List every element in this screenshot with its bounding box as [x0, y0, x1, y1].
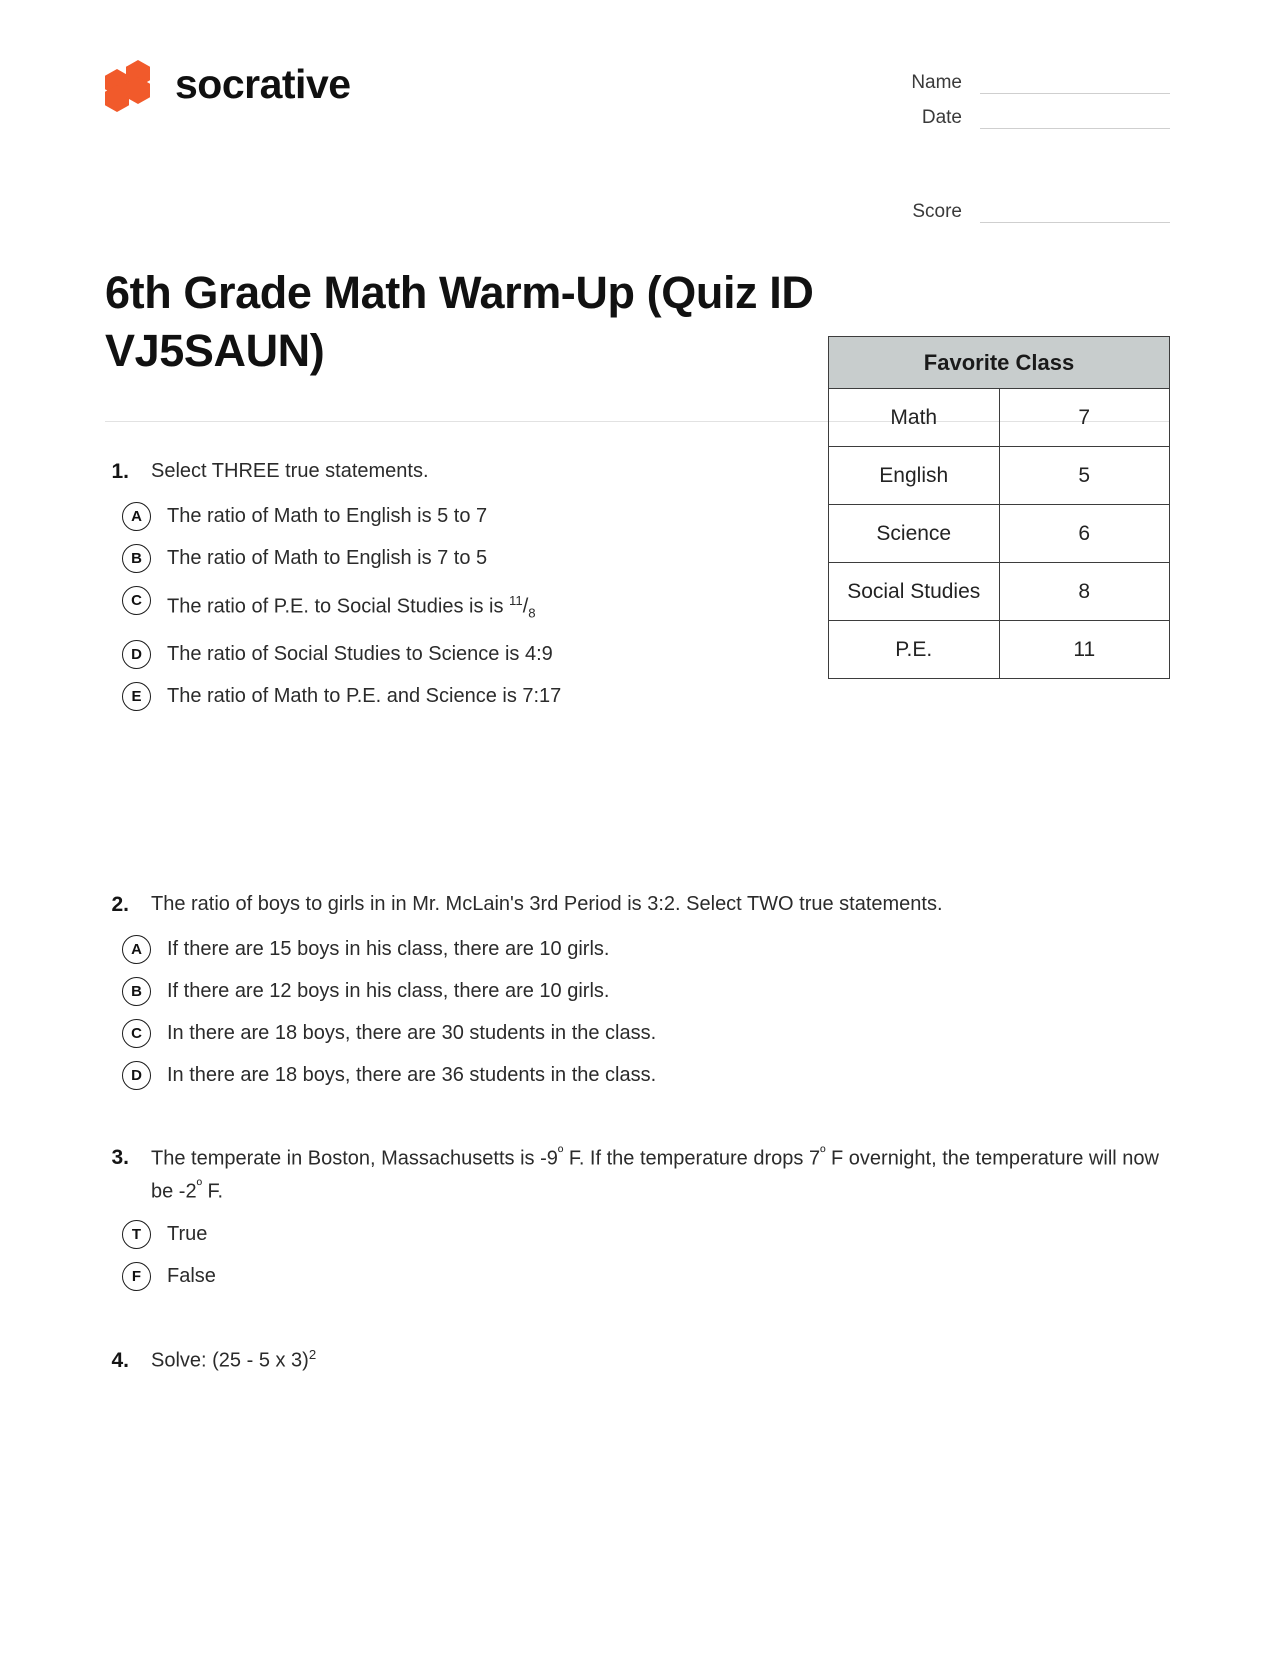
- question-3-text-part4: F.: [202, 1180, 224, 1203]
- option-label: The ratio of P.E. to Social Studies is is $^{11}/_8$: [167, 592, 536, 621]
- date-input-line[interactable]: [980, 107, 1170, 129]
- score-input-line[interactable]: [980, 201, 1170, 223]
- option-label: The ratio of Math to P.E. and Science is 7:17: [167, 685, 562, 708]
- question-3-text-part2: F. If the temperature drops 7: [563, 1147, 821, 1170]
- question-4-text-body: Solve: (25 - 5 x 3): [151, 1349, 309, 1372]
- option-bubble[interactable]: E: [122, 682, 151, 711]
- fraction-denominator: 8: [528, 605, 536, 621]
- page-header: [105, 0, 1170, 236]
- question-3-prompt: [105, 1142, 1170, 1207]
- student-info-fields: [840, 58, 1170, 236]
- page-title: 6th Grade Math Warm-Up (Quiz ID VJ5SAUN): [105, 267, 814, 376]
- question-2-text: The ratio of boys to girls in in Mr. McLain's 3rd Period is 3:2. Select TWO true statements.: [151, 893, 943, 916]
- option-label-text: The ratio of P.E. to Social Studies is is: [167, 595, 510, 618]
- question-3-text-part3: F overnight, the temperature will now be -2: [151, 1147, 1159, 1203]
- question-1-number: 1.: [111, 460, 129, 484]
- hexagon-cluster-icon: [105, 58, 161, 110]
- option-label: In there are 18 boys, there are 36 students in the class.: [167, 1063, 657, 1086]
- name-label: Name: [911, 72, 962, 93]
- table-cell-value: 6: [999, 505, 1170, 563]
- table-row: [829, 389, 1170, 447]
- socrative-logo: [105, 58, 351, 110]
- table-cell-value: 5: [999, 447, 1170, 505]
- table-row: [829, 505, 1170, 563]
- question-3-option-true[interactable]: [105, 1220, 1170, 1249]
- date-field-row: [840, 107, 1170, 129]
- question-1-text: Select THREE true statements.: [151, 460, 429, 483]
- option-label: If there are 15 boys in his class, there are 10 girls.: [167, 937, 610, 960]
- table-header-row: [829, 337, 1170, 389]
- option-label: The ratio of Math to English is 7 to 5: [167, 546, 488, 569]
- table-cell-label: Science: [829, 505, 1000, 563]
- score-field-row: [840, 201, 1170, 223]
- table-header-title: Favorite Class: [829, 337, 1170, 389]
- option-bubble[interactable]: A: [122, 935, 151, 964]
- option-label: True: [167, 1223, 208, 1246]
- question-2-prompt: [105, 889, 1170, 922]
- table-cell-label: Social Studies: [829, 563, 1000, 621]
- option-bubble[interactable]: A: [122, 502, 151, 531]
- question-3: [105, 1142, 1170, 1291]
- question-2-option-b[interactable]: [105, 977, 1170, 1006]
- option-label: The ratio of Math to English is 5 to 7: [167, 504, 488, 527]
- question-2-number: 2.: [111, 893, 129, 917]
- question-3-text: [151, 1142, 1170, 1207]
- option-bubble[interactable]: B: [122, 977, 151, 1006]
- option-bubble[interactable]: B: [122, 544, 151, 573]
- degree-symbol: º: [820, 1144, 826, 1161]
- date-label: Date: [921, 107, 962, 128]
- option-label: The ratio of Social Studies to Science is 4:9: [167, 643, 553, 666]
- name-field-row: [840, 72, 1170, 94]
- question-4-prompt: [105, 1345, 1170, 1378]
- table-cell-label: English: [829, 447, 1000, 505]
- option-label: False: [167, 1265, 216, 1288]
- score-label: Score: [912, 201, 962, 222]
- question-3-option-false[interactable]: [105, 1262, 1170, 1291]
- favorite-class-table-wrap: [828, 336, 1170, 679]
- table-row: [829, 563, 1170, 621]
- option-bubble[interactable]: F: [122, 1262, 151, 1291]
- table-cell-value: 7: [999, 389, 1170, 447]
- question-2-option-a[interactable]: [105, 935, 1170, 964]
- favorite-class-table: [828, 336, 1170, 679]
- degree-symbol: º: [557, 1144, 564, 1161]
- brand-name: socrative: [175, 60, 351, 107]
- option-bubble[interactable]: C: [122, 586, 151, 615]
- question-2-option-d[interactable]: [105, 1061, 1170, 1090]
- option-label: If there are 12 boys in his class, there are 10 girls.: [167, 979, 610, 1002]
- question-2-option-c[interactable]: [105, 1019, 1170, 1048]
- question-4: [105, 1345, 1170, 1378]
- question-4-number: 4.: [111, 1349, 129, 1373]
- option-label: In there are 18 boys, there are 30 students in the class.: [167, 1021, 657, 1044]
- option-bubble[interactable]: T: [122, 1220, 151, 1249]
- question-3-number: 3.: [111, 1145, 129, 1169]
- question-2: [105, 889, 1170, 1090]
- question-4-text: [151, 1345, 1170, 1377]
- table-cell-label: P.E.: [829, 621, 1000, 679]
- question-1-option-e[interactable]: [105, 682, 1170, 711]
- table-cell-value: 8: [999, 563, 1170, 621]
- exponent: 2: [308, 1347, 317, 1363]
- table-row: [829, 447, 1170, 505]
- option-bubble[interactable]: D: [122, 1061, 151, 1090]
- fraction-numerator: 11: [509, 592, 523, 608]
- degree-symbol: º: [196, 1177, 202, 1194]
- question-3-text-part1: The temperate in Boston, Massachusetts is -9: [151, 1147, 558, 1170]
- name-input-line[interactable]: [980, 72, 1170, 94]
- option-bubble[interactable]: C: [122, 1019, 151, 1048]
- table-cell-label: Math: [829, 389, 1000, 447]
- table-cell-value: 11: [999, 621, 1170, 679]
- table-row: [829, 621, 1170, 679]
- option-bubble[interactable]: D: [122, 640, 151, 669]
